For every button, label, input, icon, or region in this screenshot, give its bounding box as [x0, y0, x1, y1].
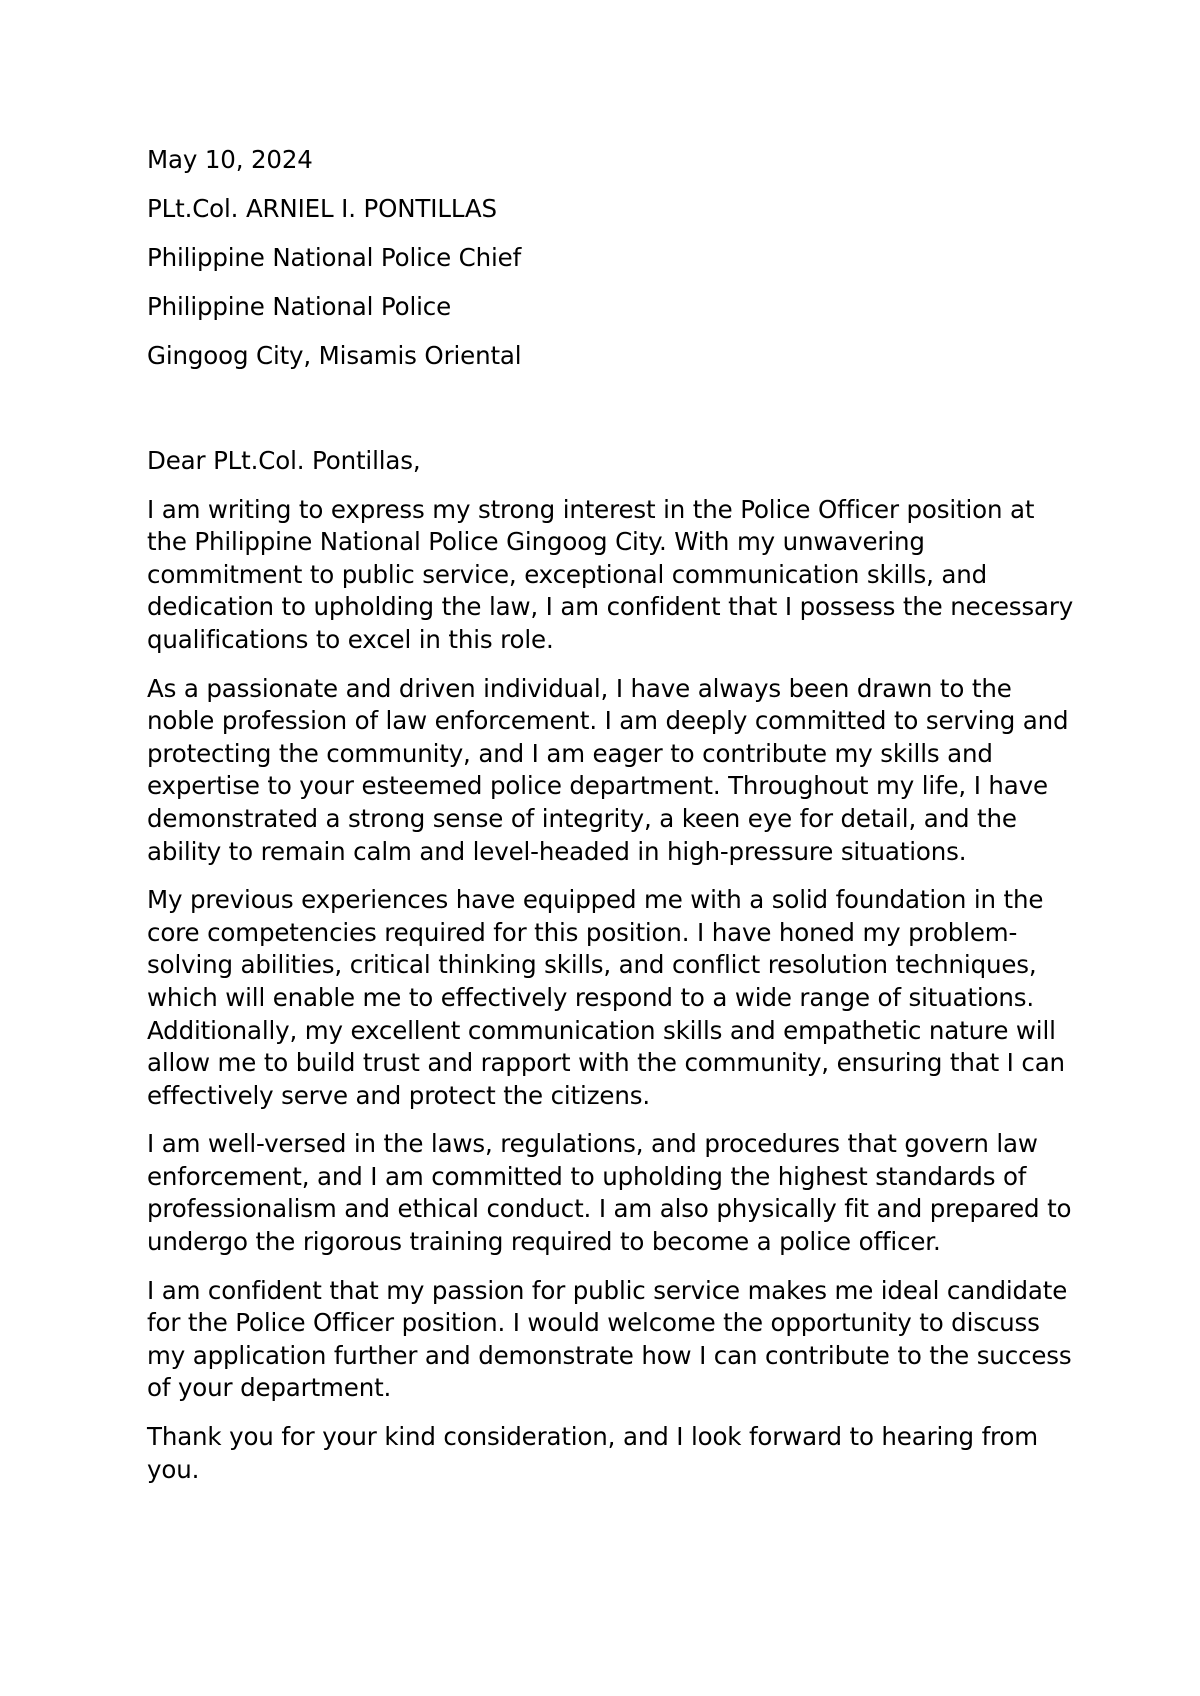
letter-page — [147, 128, 1077, 1486]
body-paragraph: My previous experiences have equipped me with a solid foundation in the core competencies required for this position. I have honed my problem-solving abilities, critical thinking skills, and conflict resolution techniques, which will enable me to effectively respond to a wide range of situations. Additionally, my excellent communication skills and empathetic nature will allow me to build trust and rapport with the community, ensuring that I can effectively serve and protect the citizens. — [147, 885, 1065, 1110]
body-paragraph: I am confident that my passion for public service makes me ideal candidate for the Police Officer position. I would welcome the opportunity to discuss my application further and demonstrate how I can contribute to the success of your department. — [147, 1275, 1072, 1403]
recipient-organization: Philippine National Police — [147, 292, 452, 321]
body-paragraph: I am writing to express my strong interest in the Police Officer position at the Philippine National Police Gingoog City. With my unwavering commitment to public service, exceptional communication skills, and dedication to upholding the law, I am confident that I possess the necessary qualifications to excel in this role. — [147, 494, 1074, 654]
salutation: Dear PLt.Col. Pontillas, — [147, 446, 421, 475]
recipient-name: PLt.Col. ARNIEL I. PONTILLAS — [147, 194, 497, 223]
recipient-title: Philippine National Police Chief — [147, 243, 522, 272]
body-paragraph: I am well-versed in the laws, regulations, and procedures that govern law enforcement, and I am committed to upholding the highest standards of professionalism and ethical conduct. I am also physically fit and prepared to undergo the rigorous training required to become a police officer. — [147, 1129, 1072, 1257]
body-paragraph: As a passionate and driven individual, I have always been drawn to the noble profession of law enforcement. I am deeply committed to serving and protecting the community, and I am eager to contribute my skills and expertise to your esteemed police department. Throughout my life, I have demonstrated a strong sense of integrity, a keen eye for detail, and the ability to remain calm and level-headed in high-pressure situations. — [147, 673, 1069, 866]
letter-date: May 10, 2024 — [147, 145, 313, 174]
closing-paragraph: Thank you for your kind consideration, and I look forward to hearing from you. — [147, 1422, 1038, 1484]
recipient-address: Gingoog City, Misamis Oriental — [147, 341, 522, 370]
